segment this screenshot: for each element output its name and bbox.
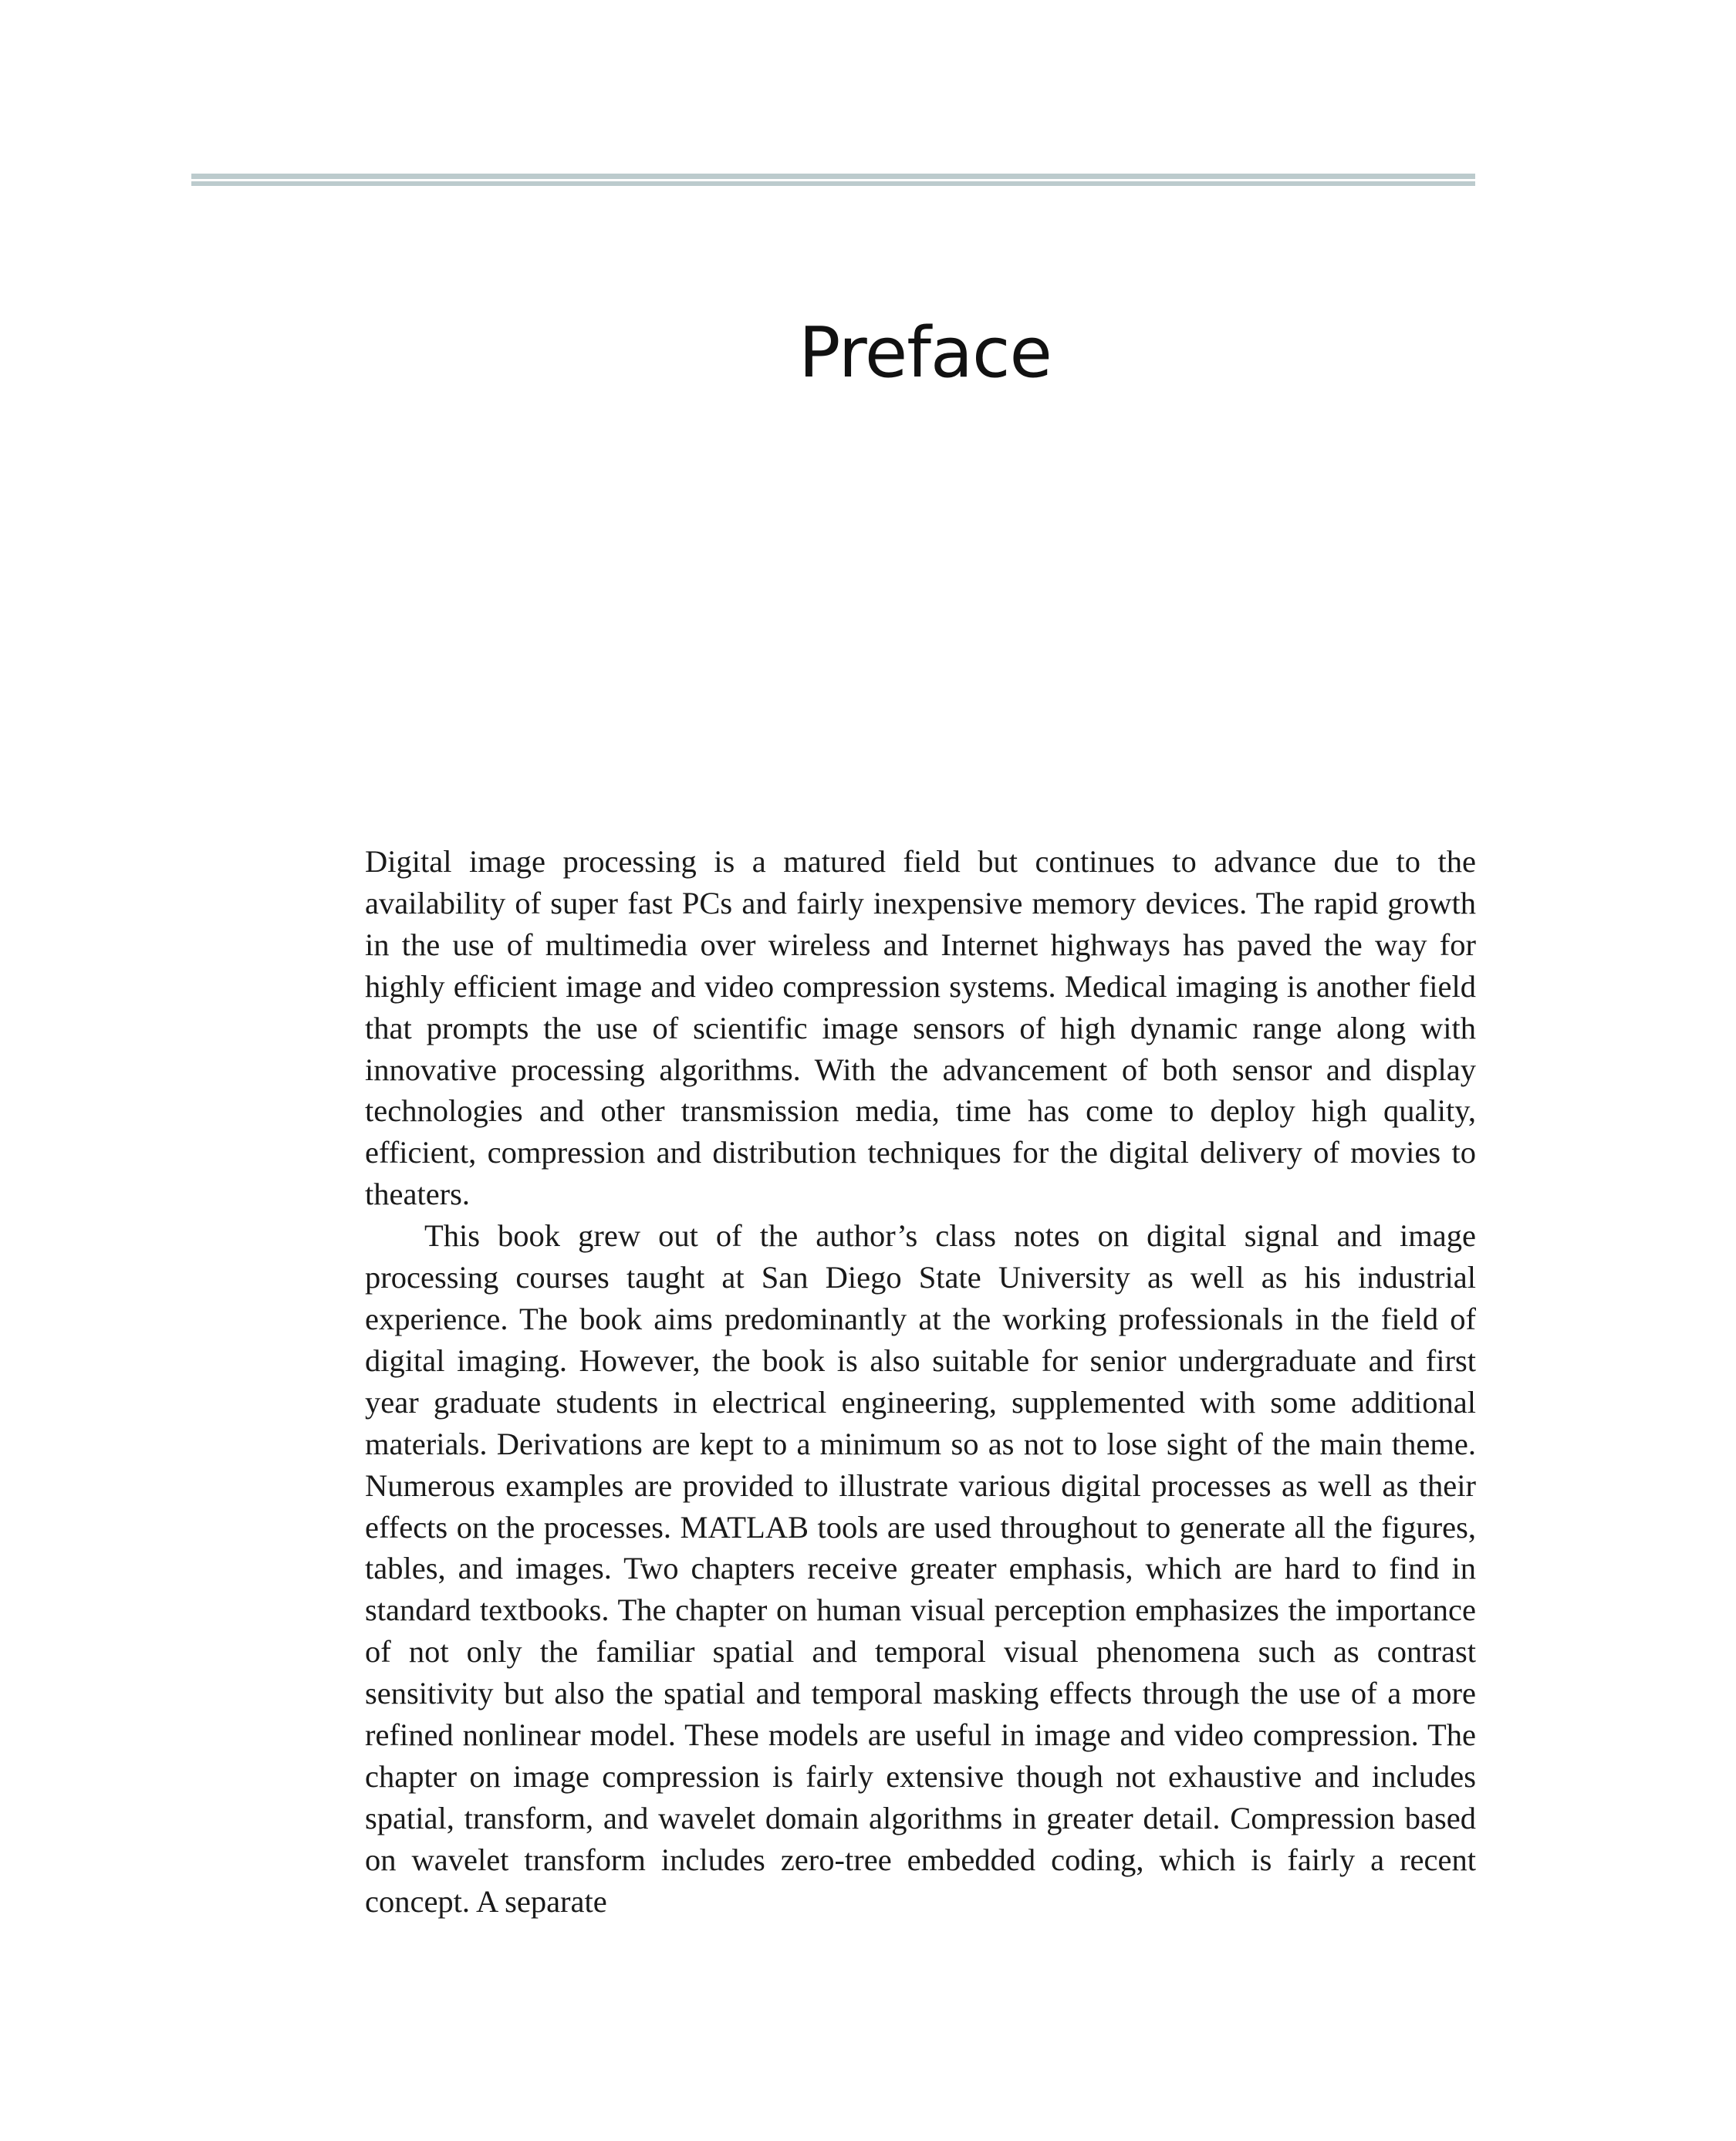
rule-line-bottom — [191, 181, 1475, 186]
header-double-rule — [191, 174, 1475, 186]
rule-line-top — [191, 174, 1475, 179]
preface-body — [365, 841, 1476, 1923]
chapter-title: Preface — [799, 312, 1052, 393]
paragraph-1: Digital image processing is a matured field but continues to advance due to the availability of super fast PCs and fairly inexpensive memory devices. The rapid growth in the use of multimedia over wireless and Internet highways has paved the way for highly efficient image and video compression systems. Medical imaging is another field that prompts the use of scientific image sensors of high dynamic range along with innovative processing algorithms. With the advancement of both sensor and display technologies and other transmission media, time has come to deploy high quality, efficient, compression and distribution techniques for the digital delivery of movies to theaters. — [365, 844, 1476, 1212]
paragraph-2: This book grew out of the author’s class notes on digital signal and image processing courses taught at San Diego State University as well as his industrial experience. The book aims predominantly at the working professionals in the field of digital imaging. However, the book is also suitable for senior undergraduate and first year graduate students in electrical engineering, supplemented with some additional materials. Derivations are kept to a minimum so as not to lose sight of the main theme. Numerous examples are provided to illustrate various digital processes as well as their effects on the processes. MATLAB tools are used throughout to generate all the figures, tables, and images. Two chapters receive greater emphasis, which are hard to find in standard textbooks. The chapter on human visual perception emphasizes the importance of not only the familiar spatial and temporal visual phenomena such as contrast sensitivity but also the spatial and temporal masking effects through the use of a more refined nonlinear model. These models are useful in image and video compression. The chapter on image compression is fairly extensive though not exhaustive and includes spatial, transform, and wavelet domain algorithms in greater detail. Compression based on wavelet transform includes zero-tree embedded coding, which is fairly a recent concept. A separate — [365, 1218, 1476, 1919]
